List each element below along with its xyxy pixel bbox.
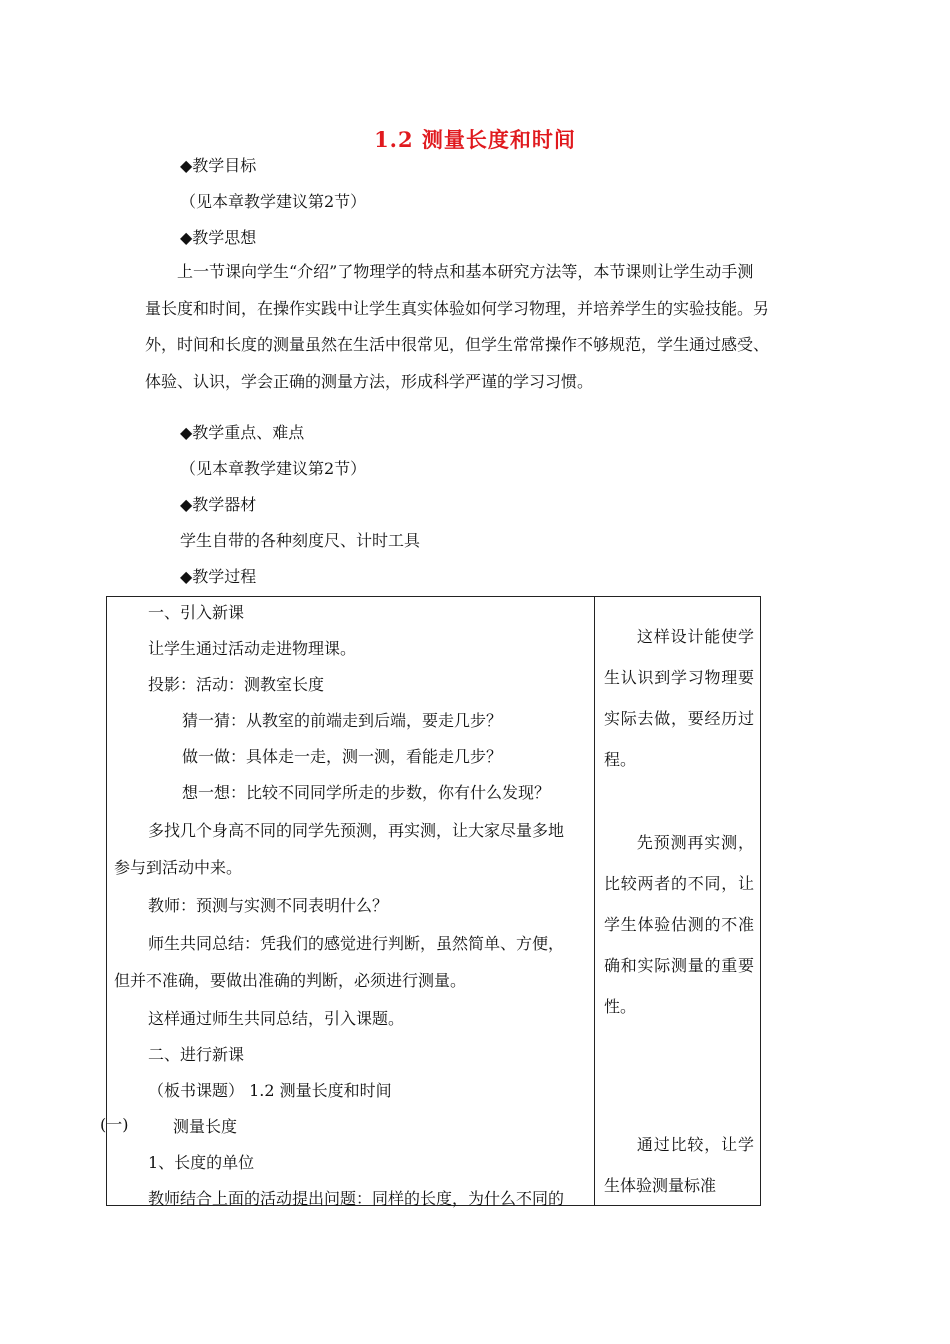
table-line: 做一做：具体走一走，测一测，看能走几步？ [182, 747, 503, 766]
side-note-text: 先预测再实测，比较两者的不同，让学生体验估测的不准确和实际测量的重要性。 [604, 833, 754, 1016]
side-note [604, 822, 754, 1027]
table-line: 1、长度的单位 [148, 1153, 255, 1172]
goal-text: （见本章教学建议第2节） [180, 192, 367, 211]
table-line: 测量长度 [173, 1117, 238, 1136]
table-line: 但并不准确，要做出准确的判断，必须进行测量。 [114, 971, 467, 990]
table-line: 让学生通过活动走进物理课。 [148, 639, 357, 658]
table-line: 教师结合上面的活动提出问题：同样的长度，为什么不同的 [148, 1189, 565, 1208]
table-line: 投影：活动：测教室长度 [148, 675, 325, 694]
table-line: 多找几个身高不同的同学先预测，再实测，让大家尽量多地 [148, 821, 565, 840]
table-line: 想一想：比较不同同学所走的步数，你有什么发现？ [182, 783, 551, 802]
idea-line-4: 体验、认识，学会正确的测量方法，形成科学严谨的学习习惯。 [145, 371, 594, 391]
key-heading: ◆教学重点、难点 [180, 423, 305, 442]
key-text: （见本章教学建议第2节） [180, 459, 367, 478]
idea-paragraph [145, 254, 810, 400]
page-title: 1.2 测量长度和时间 [374, 127, 576, 152]
equip-heading: ◆教学器材 [180, 495, 257, 514]
side-note-text: 通过比较，让学生体验测量标准 [604, 1135, 754, 1195]
table-line: 师生共同总结：凭我们的感觉进行判断，虽然简单、方便， [148, 934, 565, 953]
goal-heading: ◆教学目标 [180, 156, 257, 175]
equip-text: 学生自带的各种刻度尺、计时工具 [180, 531, 421, 550]
idea-heading: ◆教学思想 [180, 228, 257, 247]
table-column-divider [594, 596, 595, 1206]
table-line: 一、引入新课 [148, 603, 245, 622]
idea-line-2: 量长度和时间，在操作实践中让学生真实体验如何学习物理，并培养学生的实验技能。另 [145, 298, 770, 318]
table-line: 猜一猜：从教室的前端走到后端，要走几步？ [182, 711, 503, 730]
side-note [604, 616, 754, 780]
side-note [604, 1124, 754, 1206]
table-line: （板书课题） 1.2 测量长度和时间 [148, 1081, 392, 1100]
table-line: 二、进行新课 [148, 1045, 245, 1064]
table-line: (一) [100, 1115, 129, 1134]
process-heading: ◆教学过程 [180, 567, 257, 586]
side-note-text: 这样设计能使学生认识到学习物理要实际去做，要经历过程。 [604, 627, 754, 769]
idea-line-1: 上一节课向学生“介绍”了物理学的特点和基本研究方法等，本节课则让学生动手测 [177, 262, 754, 281]
table-line: 参与到活动中来。 [114, 858, 243, 877]
idea-line-3: 外，时间和长度的测量虽然在生活中很常见，但学生常常操作不够规范，学生通过感受、 [145, 335, 770, 354]
table-line: 这样通过师生共同总结，引入课题。 [148, 1009, 405, 1028]
table-line: 教师：预测与实测不同表明什么？ [148, 896, 389, 915]
